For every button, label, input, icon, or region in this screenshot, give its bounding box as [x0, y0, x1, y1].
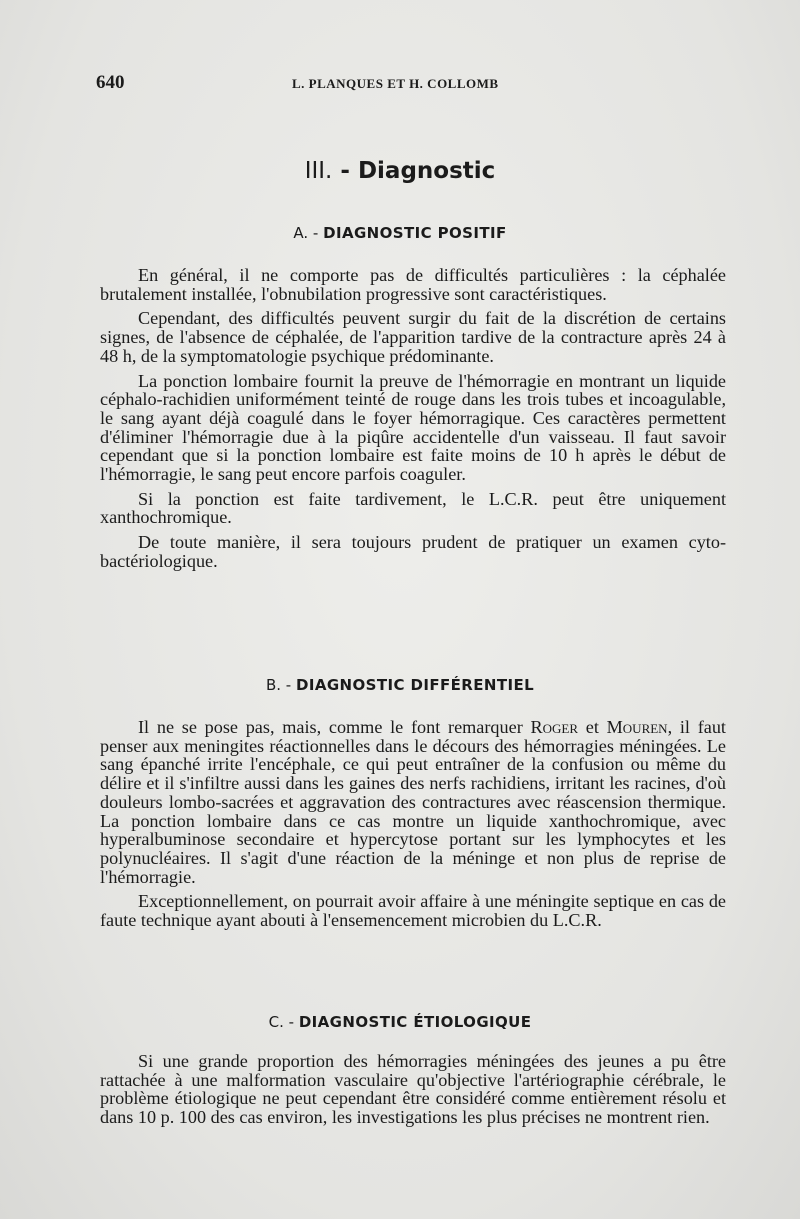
subsection-c-body: [100, 1052, 726, 1133]
subsection-heading-a: [0, 224, 800, 242]
subsection-letter: A.: [293, 224, 309, 242]
subsection-heading-c: [0, 1013, 800, 1031]
paragraph: Cependant, des difficultés peuvent surgir du fait de la discrétion de certains signes, de l'absence de céphalée, de l'apparition tardive de la contracture après 24 à 48 h, de la symptomatologie psychique prédominante.: [100, 308, 726, 366]
section-number: III.: [304, 158, 333, 184]
header-authors: L. PLANQUES ET H. COLLOMB: [292, 76, 499, 91]
page-number: 640: [96, 72, 125, 93]
subsection-letter: C.: [268, 1013, 284, 1031]
text-run: Il ne se pose pas, mais, comme le font remarquer: [138, 717, 531, 737]
subsection-heading-b: [0, 676, 800, 694]
paragraph: La ponction lombaire fournit la preuve de l'hémorragie en montrant un liquide céphalo-rachidien uniformément teinté de rouge dans les trois tubes et incoagulable, le sang ayant déjà coagulé dans le foyer hémorragique. Ces caractères permettent d'éliminer l'hémorragie due à la piqûre accidentelle d'un vaisseau. Il faut savoir cependant que si la ponction lombaire est faite moins de 10 h après le début de l'hémorragie, le sang peut encore parfois coaguler.: [100, 370, 726, 485]
subsection-b-body: [100, 718, 726, 936]
author-name: Mouren: [606, 717, 668, 737]
paragraph: En général, il ne comporte pas de difficultés particulières : la céphalée brutalement installée, l'obnubilation progressive sont caractéristiques.: [100, 265, 726, 304]
subsection-separator: -: [288, 1013, 295, 1031]
subsection-separator: -: [312, 224, 319, 242]
subsection-title: DIAGNOSTIC POSITIF: [323, 224, 507, 242]
author-name: Roger: [530, 717, 579, 737]
subsection-letter: B.: [265, 676, 282, 694]
section-heading: [0, 158, 800, 184]
subsection-title: DIAGNOSTIC ÉTIOLOGIQUE: [298, 1013, 532, 1031]
paragraph: Si la ponction est faite tardivement, le L.C.R. peut être uniquement xanthochromique.: [100, 488, 726, 528]
paragraph: De toute manière, il sera toujours prudent de pratiquer un examen cyto-bactériologique.: [100, 532, 726, 571]
subsection-a-body: [100, 266, 726, 577]
text-run: et: [578, 717, 607, 737]
subsection-separator: -: [285, 676, 292, 694]
paragraph: Si une grande proportion des hémorragies méningées des jeunes a pu être rattachée à une malformation vasculaire qu'objective l'artériographie cérébrale, le problème étiologique ne peut cependant être considéré comme entièrement résolu et dans 10 p. 100 des cas environ, les investigations les plus précises ne montrent rien.: [100, 1051, 726, 1128]
section-separator: -: [340, 158, 350, 184]
paragraph: [100, 718, 726, 886]
text-run: , il faut penser aux meningites réactionnelles dans le décours des hémorragies méningées. Le sang épanché irrite l'encéphale, ce qui peut entraîner de la confusion ou même du délire et il s'infiltre aussi dans les gaines des nerfs rachidiens, irritant les racines, d'où douleurs lombo-sacrées et aggravation des contractures avec réascension thermique. La ponction lombaire dans ce cas montre un liquide xanthochromique, avec hyperalbuminose secondaire et hypercytose portant sur les lymphocytes et les polynucléaires. Il s'agit d'une réaction de la méninge et non plus de reprise de l'hémorragie.: [100, 717, 726, 887]
section-title-text: Diagnostic: [357, 158, 496, 184]
paragraph: Exceptionnellement, on pourrait avoir affaire à une méningite septique en cas de faute technique ayant abouti à l'ensemencement microbien du L.C.R.: [100, 891, 726, 931]
subsection-title: DIAGNOSTIC DIFFÉRENTIEL: [296, 676, 535, 694]
